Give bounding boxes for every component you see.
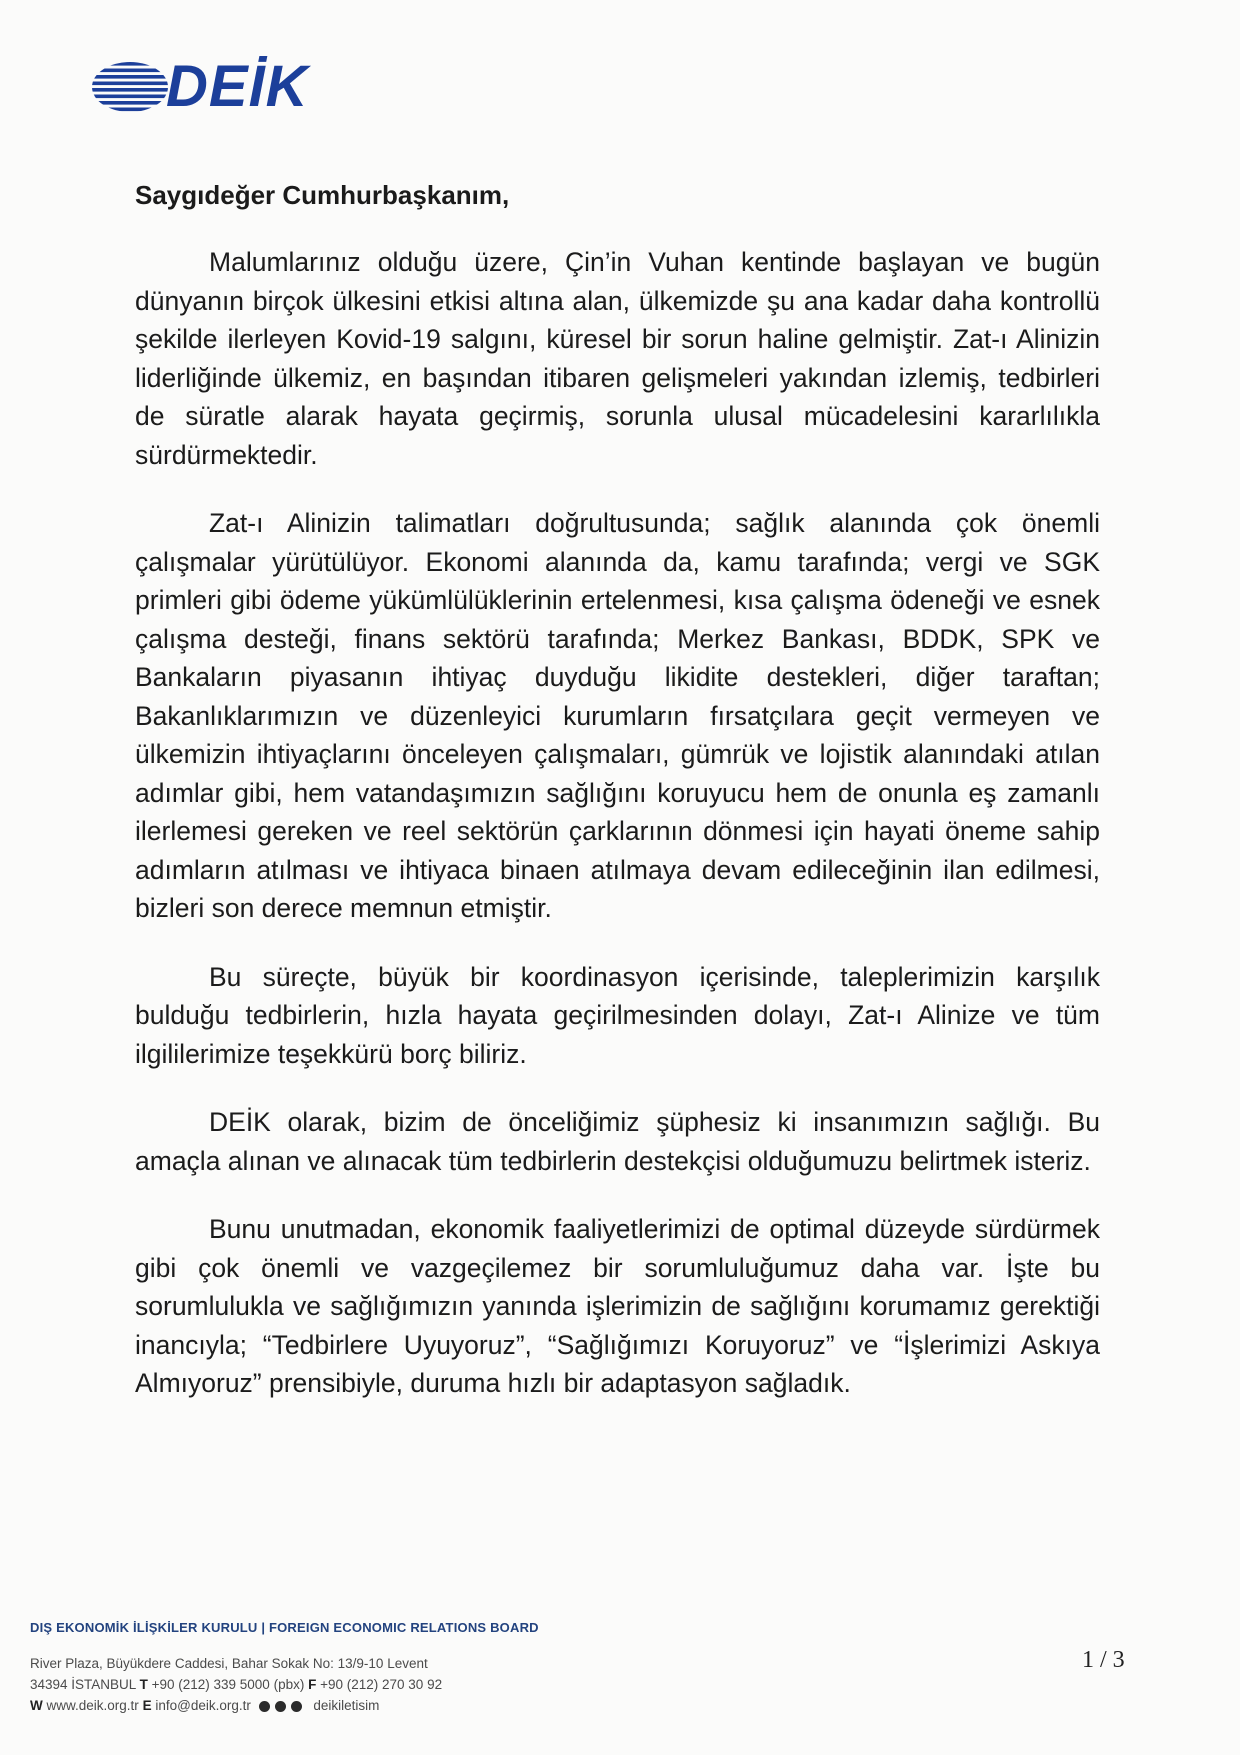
twitter-icon[interactable] (275, 1701, 286, 1712)
facebook-icon[interactable] (291, 1701, 302, 1712)
logo-text: DEİK (166, 54, 309, 119)
email-link[interactable]: info@deik.org.tr (155, 1698, 251, 1713)
paragraph: Bunu unutmadan, ekonomik faaliyetlerimizi de optimal düzeyde sürdürmek gibi çok önemli ve vazgeçilemez bir sorumluluğumuz daha var. İşte bu sorumlulukla ve sağlığımızın yanında işlerimizin de sağlığını korumamız gerektiği inancıyla; “Tedbirlere Uyuyoruz”, “Sağlığımızı Koruyoruz” ve “İşlerimizi Askıya Almıyoruz” prensibiyle, duruma hızlı bir adaptasyon sağladık. (135, 1214, 1100, 1399)
salutation: Saygıdeğer Cumhurbaşkanım, (135, 180, 510, 210)
paragraph: Bu süreçte, büyük bir koordinasyon içerisinde, taleplerimizin karşılık bulduğu tedbirlerin, hızla hayata geçirilmesinden dolayı, Zat-ı Alinize ve tüm ilgililerimize teşekkürü borç biliriz. (135, 961, 1100, 1069)
web-label: W (30, 1698, 43, 1713)
letter-body (135, 180, 1100, 1433)
email-label: E (142, 1698, 152, 1713)
social-handle: deikiletisim (313, 1698, 380, 1713)
paragraph: Malumlarınız olduğu üzere, Çin’in Vuhan kentinde başlayan ve bugün dünyanın birçok ülkesini etkisi altına alan, ülkemizde şu ana kadar daha kontrollü şekilde ilerleyen Kovid-19 salgını, küresel bir sorun haline gelmiştir. Zat-ı Alinizin liderliğinde ülkemiz, en başından itibaren gelişmeleri yakından izlemiş, tedbirleri de süratle alarak hayata geçirmiş, sorunla ulusal mücadelesini kararlılıkla sürdürmektedir. (135, 247, 1100, 470)
striped-globe-icon (90, 59, 174, 115)
instagram-icon[interactable] (259, 1701, 270, 1712)
fax-number: +90 (212) 270 30 92 (320, 1677, 443, 1692)
footer-address: River Plaza, Büyükdere Caddesi, Bahar Sokak No: 13/9-10 Levent (30, 1656, 428, 1671)
footer-city: 34394 İSTANBUL (30, 1677, 136, 1692)
phone-number: +90 (212) 339 5000 (pbx) (151, 1677, 305, 1692)
footer-web (30, 1695, 630, 1716)
letterhead-footer (30, 1620, 630, 1716)
social-icons (259, 1701, 302, 1712)
phone-label: T (139, 1677, 148, 1692)
fax-label: F (308, 1677, 317, 1692)
deik-logo (90, 54, 309, 119)
footer-title: DIŞ EKONOMİK İLİŞKİLER KURULU | FOREIGN ECONOMIC RELATIONS BOARD (30, 1620, 539, 1635)
footer-contact (30, 1674, 630, 1695)
paragraph: Zat-ı Alinizin talimatları doğrultusunda; sağlık alanında çok önemli çalışmalar yürütülüyor. Ekonomi alanında da, kamu tarafında; vergi ve SGK primleri gibi ödeme yükümlülüklerinin ertelenmesi, kısa çalışma ödeneği ve esnek çalışma desteği, finans sektörü tarafında; Merkez Bankası, BDDK, SPK ve Bankaların piyasanın ihtiyaç duyduğu likidite destekleri, diğer taraftan; Bakanlıklarımızın ve düzenleyici kurumların fırsatçılara geçit vermeyen ve ülkemizin ihtiyaçlarını önceleyen çalışmaları, gümrük ve lojistik alanındaki atılan adımlar gibi, hem vatandaşımızın sağlığını koruyucu hem de onunla eş zamanlı ilerlemesi gereken ve reel sektörün çarklarının dönmesi için hayati öneme sahip adımların atılması ve ihtiyaca binaen atılmaya devam edileceğinin ilan edilmesi, bizleri son derece memnun etmiştir. (135, 508, 1100, 924)
paragraph: DEİK olarak, bizim de önceliğimiz şüphesiz ki insanımızın sağlığı. Bu amaçla alınan ve alınacak tüm tedbirlerin destekçisi olduğumuzu belirtmek isteriz. (135, 1107, 1100, 1176)
website-link[interactable]: www.deik.org.tr (46, 1698, 139, 1713)
page-number: 1 / 3 (1082, 1647, 1125, 1673)
